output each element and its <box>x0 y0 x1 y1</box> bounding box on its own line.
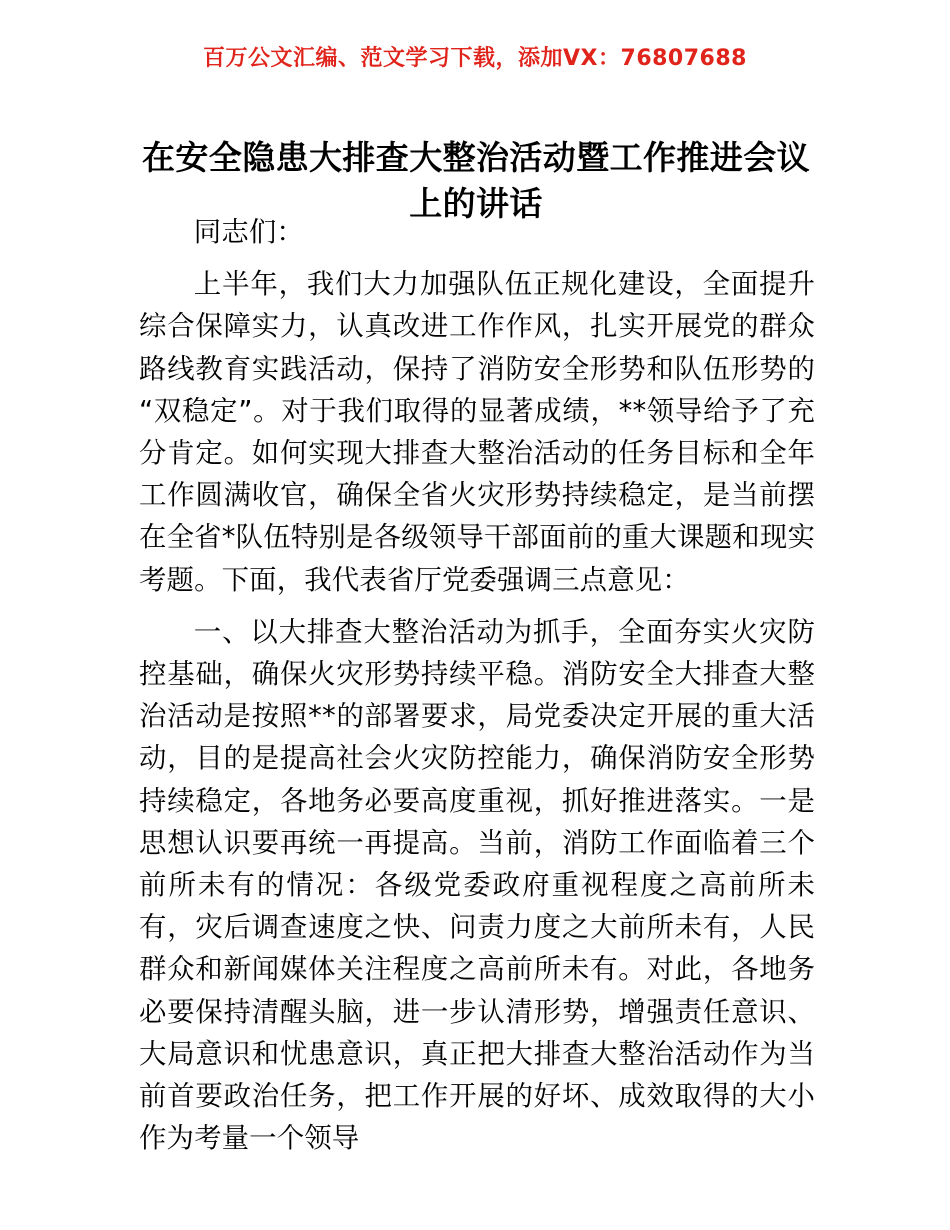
paragraph-salutation: 同志们： <box>193 217 304 248</box>
paragraph-section-one: 一、以大排查大整治活动为抓手，全面夯实火灾防控基础，确保火灾形势持续平稳。消防安全大排查大整治活动是按照**的部署要求，局党委决定开展的重大活动，目的是提高社会火灾防控能力，确保消防安全形势持续稳定，各地务必要高度重视，抓好推进落实。一是思想认识要再统一再提高。当前，消防工作面临着三个前所未有的情况：各级党委政府重视程度之高前所未有，灾后调查速度之快、问责力度之大前所未有，人民群众和新闻媒体关注程度之高前所未有。对此，各地务必要保持清醒头脑，进一步认清形势，增强责任意识、大局意识和忧患意识，真正把大排查大整治活动作为当前首要政治任务，把工作开展的好坏、成效取得的大小作为考量一个领导 <box>139 616 815 1155</box>
document-title: 在安全隐患大排查大整治活动暨工作推进会议上的讲话 <box>142 138 810 224</box>
promo-banner-text: 百万公文汇编、范文学习下载，添加VX：76807688 <box>203 46 747 71</box>
document-body <box>139 212 815 1160</box>
paragraph-opening-remarks: 上半年，我们大力加强队伍正规化建设，全面提升综合保障实力，认真改进工作作风，扎实开展党的群众路线教育实践活动，保持了消防安全形势和队伍形势的“双稳定”。对于我们取得的显著成绩，**领导给予了充分肯定。如何实现大排查大整治活动的任务目标和全年工作圆满收官，确保全省火灾形势持续稳定，是当前摆在全省*队伍特别是各级领导干部面前的重大课题和现实考题。下面，我代表省厅党委强调三点意见： <box>139 269 815 596</box>
